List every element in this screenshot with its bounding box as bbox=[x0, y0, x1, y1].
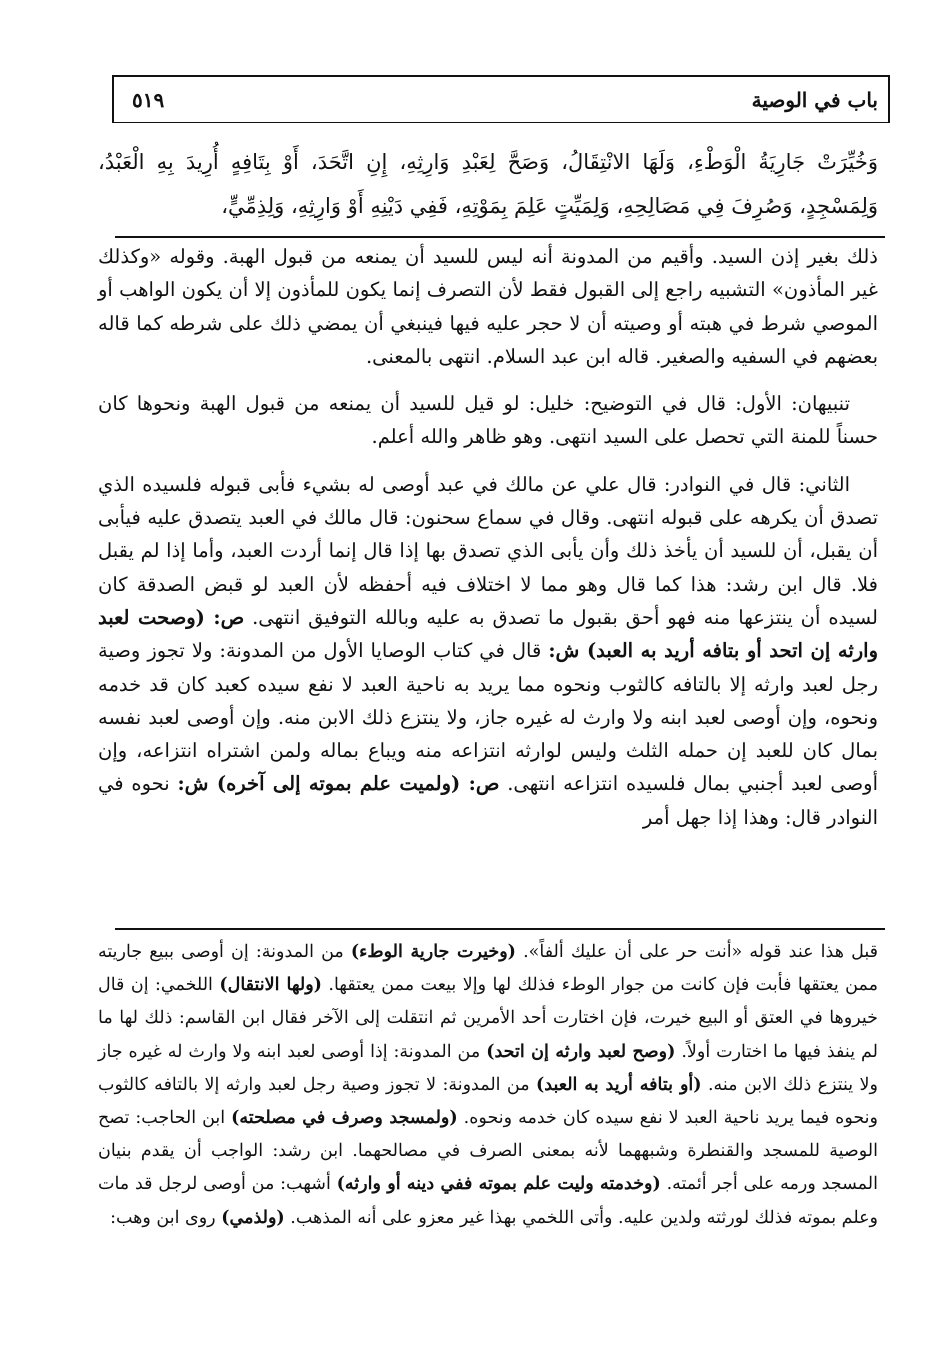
footnote-text: من المدونة: إن أوصى ببيع جاريته ممن يعتقها فأبت فإن كانت من جوار الوطء فذلك لها وإلا بيعت ممن يعتقها. bbox=[98, 942, 878, 996]
footnote-body bbox=[98, 936, 878, 1235]
commentary-paragraph-3 bbox=[98, 468, 878, 834]
page-number: ٥١٩ bbox=[132, 88, 165, 112]
commentary-paragraph-1: ذلك بغير إذن السيد. وأقيم من المدونة أنه ليس للسيد أن يمنعه من قبول الهبة. وقوله «وكذلك غير المأذون» التشبيه راجع إلى القبول فقط لأن التصرف إنما يكون للمأذون إلا أن يكون الواهب أو الموصي شرط في هبته أو وصيته أن لا حجر عليه فيها فينبغي أن يمضي ذلك على شرطه كما قاله بعضهم في السفيه والصغير. قاله ابن عبد السلام. انتهى بالمعنى. bbox=[98, 245, 878, 368]
footnote-text: اللخمي: إن قال خيروها في العتق أو البيع خيرت، فإن اختارت أحد الأمرين ثم انتقلت إلى الآخر فقال ابن القاسم: ذلك لها ما لم ينفذ فيها ما اختارت أولاً. bbox=[98, 975, 878, 1062]
footnote-text: أشهب: من أوصى لرجل قد مات وعلم بموته فذلك لورثته ولدين عليه. وأتى اللخمي بهذا غير معزو على أنه المذهب. bbox=[98, 1174, 878, 1228]
chapter-title: باب في الوصية bbox=[751, 88, 878, 112]
matn-quote: (ولمسجد وصرف في مصلحته) bbox=[231, 1108, 458, 1129]
footnote-text: من المدونة: إذا أوصى لعبد ابنه ولا وارث له غيره جاز ولا ينتزع ذلك الابن منه. bbox=[98, 1041, 878, 1095]
commentary-text: نحوه في النوادر قال: وهذا إذا جهل أمر bbox=[98, 772, 878, 829]
matn-quote: (أو بتافه أريد به العبد) bbox=[536, 1074, 702, 1095]
matn-quote: (وصح لعبد وارثه إن اتحد) bbox=[486, 1041, 676, 1062]
header-divider bbox=[112, 122, 890, 123]
commentary-text: الثاني: قال في النوادر: قال علي عن مالك في عبد أوصى له بشيء فأبى قبوله فلسيده الذي تصدق أن يكرهه على قبوله انتهى. وقال في سماع سحنون: قال مالك في العبد يتصدق عليه فيأبى أن يقبل، أن للسيد أن يأخذ ذلك وأن يأبى الذي تصدق بها إذا قال إنما أردت العبد، وأما إذا لم يقبل فلا. قال ابن رشد: هذا كما قال وهو مما لا اختلاف فيه أحفظه لأن العبد لو قبض الصدقة كان لسيده أن ينتزعها منه فهو أحق بقبول ما تصدق به عليه وبالله التوفيق انتهى. bbox=[98, 472, 878, 629]
matn-quote: ص: (ولميت علم بموته إلى آخره) ش: bbox=[177, 772, 500, 796]
matn-quote: (ولذمي) bbox=[221, 1207, 285, 1228]
commentary-text: قال في كتاب الوصايا الأول من المدونة: ولا تجوز وصية رجل لعبد وارثه إلا بالتافه كالثوب ونحوه مما يريد به ناحية العبد لا نفع سيده كعبد كان قد خدمه ونحوه، وإن أوصى لعبد ابنه ولا وارث له غيره جاز، ولا ينتزع ذلك الابن منه. وإن أوصى لعبد نفسه بمال كان للعبد إن حمله الثلث وليس لوارثه انتزاعه منه ويباع بماله ولمن اشتراه انتزاعه، وإن أوصى لعبد أجنبي بمال فلسيده انتزاعه انتهى. bbox=[98, 639, 879, 796]
matn-quote: (وخدمته وليت علم بموته ففي دينه أو وارثه) bbox=[336, 1174, 661, 1195]
footnote-text: ابن الحاجب: تصح الوصية للمسجد والقنطرة وشبههما لأنه بمعنى الصرف في مصالحهما. ابن رشد: الواجب أن يقدم بنيان المسجد ورمه على أجر أئمته. bbox=[98, 1108, 878, 1195]
matn-quote: (وخيرت جارية الوطء) bbox=[350, 942, 516, 962]
commentary-paragraph-2: تنبيهان: الأول: قال في التوضيح: خليل: لو قيل للسيد أن يمنعه من قبول الهبة ونحوها كان حسناً للمنة التي تحصل على السيد انتهى. وهو ظاهر والله أعلم. bbox=[98, 392, 878, 449]
matn-quote: (ولها الانتقال) bbox=[219, 975, 322, 996]
footnote-paragraph bbox=[98, 936, 878, 1235]
commentary-body bbox=[98, 240, 878, 848]
footnote-text: قبل هذا عند قوله «أنت حر على أن عليك ألفاً». bbox=[523, 942, 878, 962]
matn-quote: ص: (وصحت لعبد وارثه إن اتحد أو بتافه أريد به العبد) ش: bbox=[98, 605, 878, 663]
footnote-text: روى ابن وهب: bbox=[110, 1207, 216, 1228]
footnote-text: من المدونة: لا تجوز وصية رجل لعبد وارثه إلا بالتافه كالثوب ونحوه فيما يريد ناحية العبد لا نفع سيده كان خدمه ونحوه. bbox=[98, 1074, 878, 1129]
matn-separator-rule bbox=[115, 236, 885, 238]
footnote-separator-rule bbox=[115, 928, 885, 930]
matn-text: وَخُيِّرَتْ جَارِيَةُ الْوَطْءِ، وَلَهَا الانْتِقَالُ، وَصَحَّ لِعَبْدِ وَارِثِهِ، إِنِ اتَّحَدَ، أَوْ بِتَافِهٍ أُرِيدَ بِهِ الْعَبْدُ، وَلِمَسْجِدٍ، وَصُرِفَ فِي مَصَالِحِهِ، وَلِمَيِّتٍ عَلِمَ بِمَوْتِهِ، فَفِي دَيْنِهِ أَوْ وَارِثِهِ، وَلِذِمِّيٍّ، bbox=[98, 150, 878, 218]
